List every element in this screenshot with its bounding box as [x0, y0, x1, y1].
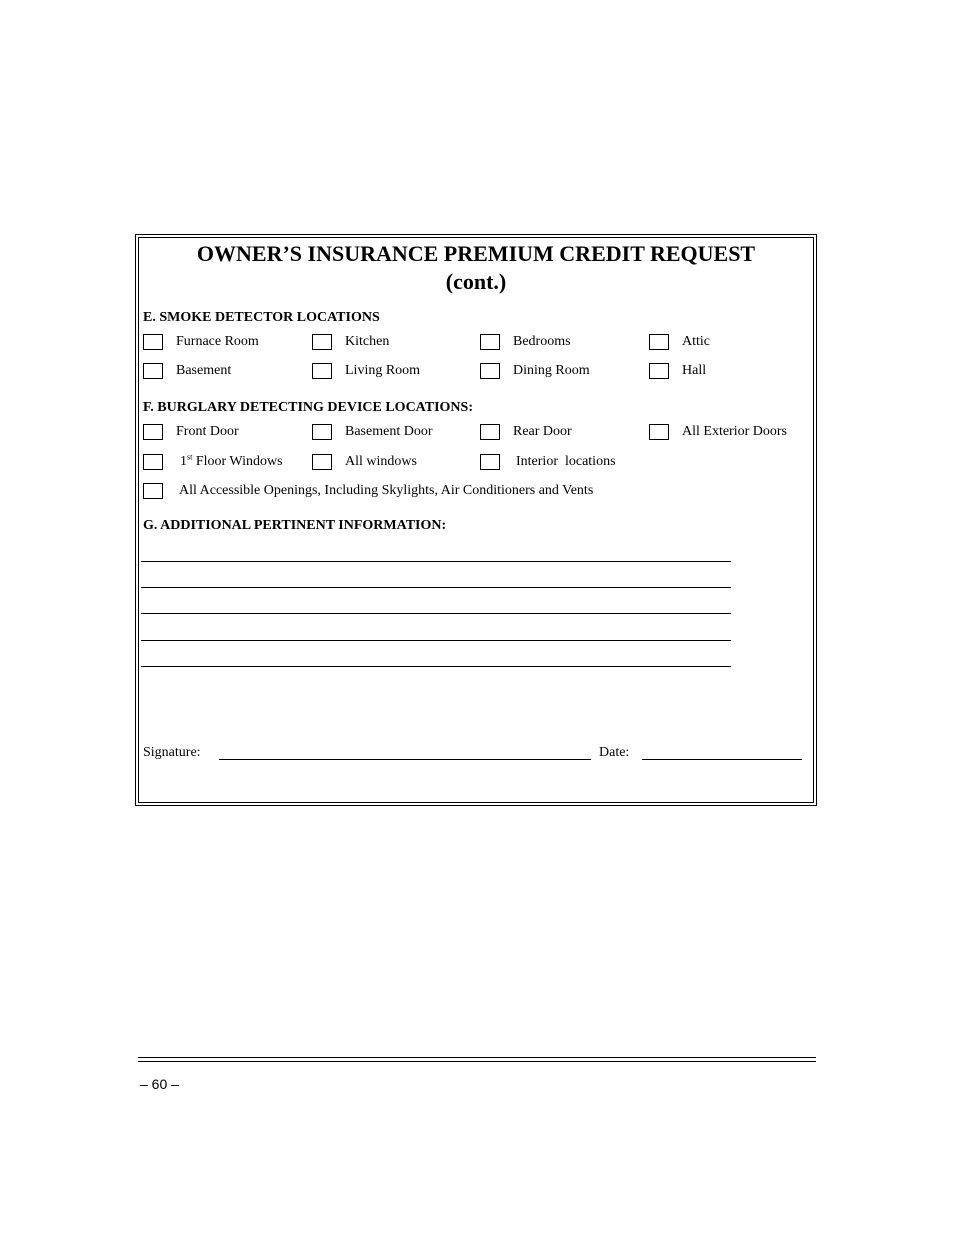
- checkbox-label: [180, 454, 283, 470]
- checkbox-label: Basement: [176, 363, 232, 378]
- checkbox[interactable]: [480, 363, 500, 379]
- checkbox[interactable]: [312, 334, 332, 350]
- checkbox-label: All Exterior Doors: [682, 424, 787, 439]
- checkbox[interactable]: [143, 363, 163, 379]
- checkbox[interactable]: [143, 483, 163, 499]
- info-line[interactable]: [141, 587, 731, 588]
- checkbox-label: All Accessible Openings, Including Skylights, Air Conditioners and Vents: [179, 483, 594, 498]
- checkbox-label: Furnace Room: [176, 334, 259, 349]
- form-title: OWNER’S INSURANCE PREMIUM CREDIT REQUEST: [196, 241, 756, 266]
- info-line[interactable]: [141, 666, 731, 667]
- info-line[interactable]: [141, 640, 731, 641]
- checkbox[interactable]: [312, 424, 332, 440]
- info-line[interactable]: [141, 613, 731, 614]
- checkbox[interactable]: [649, 334, 669, 350]
- checkbox-label: Attic: [682, 334, 710, 349]
- checkbox[interactable]: [649, 363, 669, 379]
- form-inner-border: [138, 237, 814, 803]
- checkbox-label: Rear Door: [513, 424, 572, 439]
- signature-label: Signature:: [143, 745, 201, 760]
- signature-line[interactable]: [219, 759, 591, 760]
- date-label: Date:: [599, 745, 630, 760]
- checkbox-label: Kitchen: [345, 334, 390, 349]
- checkbox[interactable]: [649, 424, 669, 440]
- checkbox-label: Interior locations: [516, 454, 616, 469]
- floor-windows-text: Floor Windows: [192, 454, 283, 469]
- checkbox-label: Basement Door: [345, 424, 433, 439]
- smoke-detector-heading: E. SMOKE DETECTOR LOCATIONS: [143, 310, 380, 325]
- floor-number: 1: [180, 454, 187, 469]
- checkbox[interactable]: [312, 363, 332, 379]
- checkbox-label: Hall: [682, 363, 707, 378]
- date-line[interactable]: [642, 759, 802, 760]
- checkbox-label: Front Door: [176, 424, 239, 439]
- checkbox[interactable]: [480, 424, 500, 440]
- burglary-device-heading: F. BURGLARY DETECTING DEVICE LOCATIONS:: [143, 400, 473, 415]
- page-number: – 60 –: [140, 1076, 179, 1092]
- ordinal-suffix: st: [187, 452, 193, 462]
- footer-rule: [138, 1057, 816, 1062]
- checkbox-label: Living Room: [345, 363, 421, 378]
- checkbox-label: Bedrooms: [513, 334, 571, 349]
- additional-info-heading: G. ADDITIONAL PERTINENT INFORMATION:: [143, 518, 447, 533]
- checkbox-label: Dining Room: [513, 363, 590, 378]
- checkbox-label: All windows: [345, 454, 417, 469]
- checkbox[interactable]: [480, 454, 500, 470]
- checkbox[interactable]: [480, 334, 500, 350]
- checkbox[interactable]: [143, 334, 163, 350]
- form-title-cont: (cont.): [445, 269, 507, 294]
- checkbox[interactable]: [143, 424, 163, 440]
- checkbox[interactable]: [143, 454, 163, 470]
- insurance-credit-form: [135, 234, 817, 806]
- info-line[interactable]: [141, 561, 731, 562]
- checkbox[interactable]: [312, 454, 332, 470]
